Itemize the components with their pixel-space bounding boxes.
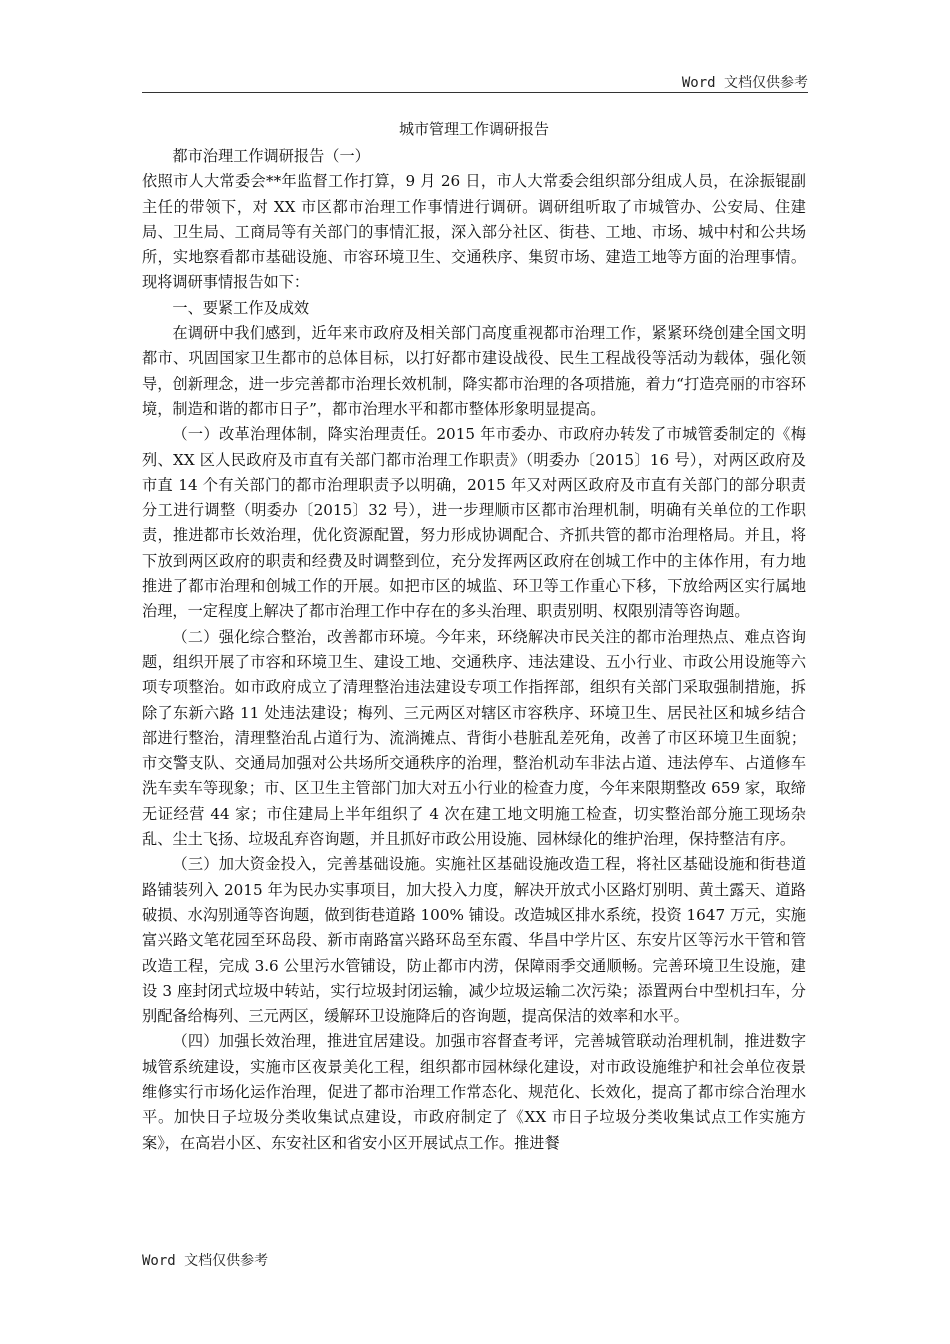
paragraph-subtitle: 都市治理工作调研报告（一） — [172, 147, 370, 165]
paragraph-intro: 依照市人大常委会**年监督工作打算，9 月 26 日，市人大常委会组织部分组成人员，在涂振锟副主任的带领下，对 XX 市区都市治理工作事情进行调研。调研组听取了市城管办、公安局、住建局、卫生局、工商局等有关部门的事情汇报，深入部分社区、街巷、工地、市场、城中村和公共场所，实地察看都市基础设施、市容环境卫生、交通秩序、集贸市场、建造工地等方面的治理事情。现将调研事情报告如下： — [142, 172, 806, 292]
paragraph: （三）加大资金投入，完善基础设施。实施社区基础设施改造工程，将社区基础设施和街巷道路铺装列入 2015 年为民办实事项目，加大投入力度，解决开放式小区路灯别明、黄土露天、道路破损、水沟别通等咨询题，做到街巷道路 100% 铺设。改造城区排水系统，投资 1647 万元，实施富兴路文笔花园至环岛段、新市南路富兴路环岛至东霞、华昌中学片区、东安片区等污水干管和管改造工程，完成 3.6 公里污水管铺设，防止都市内涝，保障雨季交通顺畅。完善环境卫生设施，建设 3 座封闭式垃圾中转站，实行垃圾封闭运输，减少垃圾运输二次污染；添置两台中型机扫车，分别配备给梅列、三元两区，缓解环卫设施降后的咨询题，提高保洁的效率和水平。 — [142, 855, 806, 1026]
document-title: 城市管理工作调研报告 — [398, 120, 549, 138]
paragraph: （四）加强长效治理，推进宜居建设。加强市容督查考评，完善城管联动治理机制，推进数字城管系统建设，实施市区夜景美化工程，组织都市园林绿化建设，对市政设施维护和社会单位夜景维修实行市场化运作治理，促进了都市治理工作常态化、规范化、长效化，提高了都市综合治理水平。加快日子垃圾分类收集试点建设，市政府制定了《XX 市日子垃圾分类收集试点工作实施方案》，在高岩小区、东安社区和省安小区开展试点工作。推进餐 — [142, 1032, 806, 1152]
section-heading: 一、要紧工作及成效 — [172, 298, 310, 317]
header-note: Word 文档仅供参考 — [681, 75, 808, 91]
paragraph: 在调研中我们感到，近年来市政府及相关部门高度重视都市治理工作，紧紧环绕创建全国文明都市、巩固国家卫生都市的总体目标，以打好都市建设战役、民生工程战役等活动为载体，强化领导，创新理念，进一步完善都市治理长效机制，降实都市治理的各项措施，着力“打造亮丽的市容环境，制造和谐的都市日子”，都市治理水平和都市整体形象明显提高。 — [142, 324, 806, 418]
document-body — [142, 112, 806, 1156]
paragraph: （二）强化综合整治，改善都市环境。今年来，环绕解决市民关注的都市治理热点、难点咨询题，组织开展了市容和环境卫生、建设工地、交通秩序、违法建设、五小行业、市政公用设施等六项专项整治。如市政府成立了清理整治违法建设专项工作指挥部，组织有关部门采取强制措施，拆除了东新六路 11 处违法建设；梅列、三元两区对辖区市容秩序、环境卫生、居民社区和城乡结合部进行整治，清理整治乱占道行为、流淌摊点、背街小巷脏乱差死角，改善了市区环境卫生面貌；市交警支队、交通局加强对公共场所交通秩序的治理，整治机动车非法占道、违法停车、占道修车洗车卖车等现象；市、区卫生主管部门加大对五小行业的检查力度，今年来限期整改 659 家，取缔无证经营 44 家；市住建局上半年组织了 4 次在建工地文明施工检查，切实整治部分施工现场杂乱、尘土飞扬、垃圾乱弃咨询题，并且抓好市政公用设施、园林绿化的维护治理，保持整洁有序。 — [142, 627, 806, 849]
footer-note: Word 文档仅供参考 — [142, 1253, 269, 1269]
paragraph: （一）改革治理体制，降实治理责任。2015 年市委办、市政府办转发了市城管委制定的《梅列、XX 区人民政府及市直有关部门都市治理工作职责》（明委办〔2015〕16 号），对两区政府及市直 14 个有关部门的都市治理职责予以明确，2015 年又对两区政府及市直有关部门的部分职责分工进行调整（明委办〔2015〕32 号），进一步理顺市区都市治理机制，明确有关单位的工作职责，推进都市长效治理，优化资源配置，努力形成协调配合、齐抓共管的都市治理格局。并且，将下放到两区政府的职责和经费及时调整到位，充分发挥两区政府在创城工作中的主体作用，有力地推进了都市治理和创城工作的开展。如把市区的城监、环卫等工作重心下移，下放给两区实行属地治理，一定程度上解决了都市治理工作中存在的多头治理、职责别明、权限别清等咨询题。 — [142, 425, 806, 621]
header-divider — [142, 92, 808, 93]
